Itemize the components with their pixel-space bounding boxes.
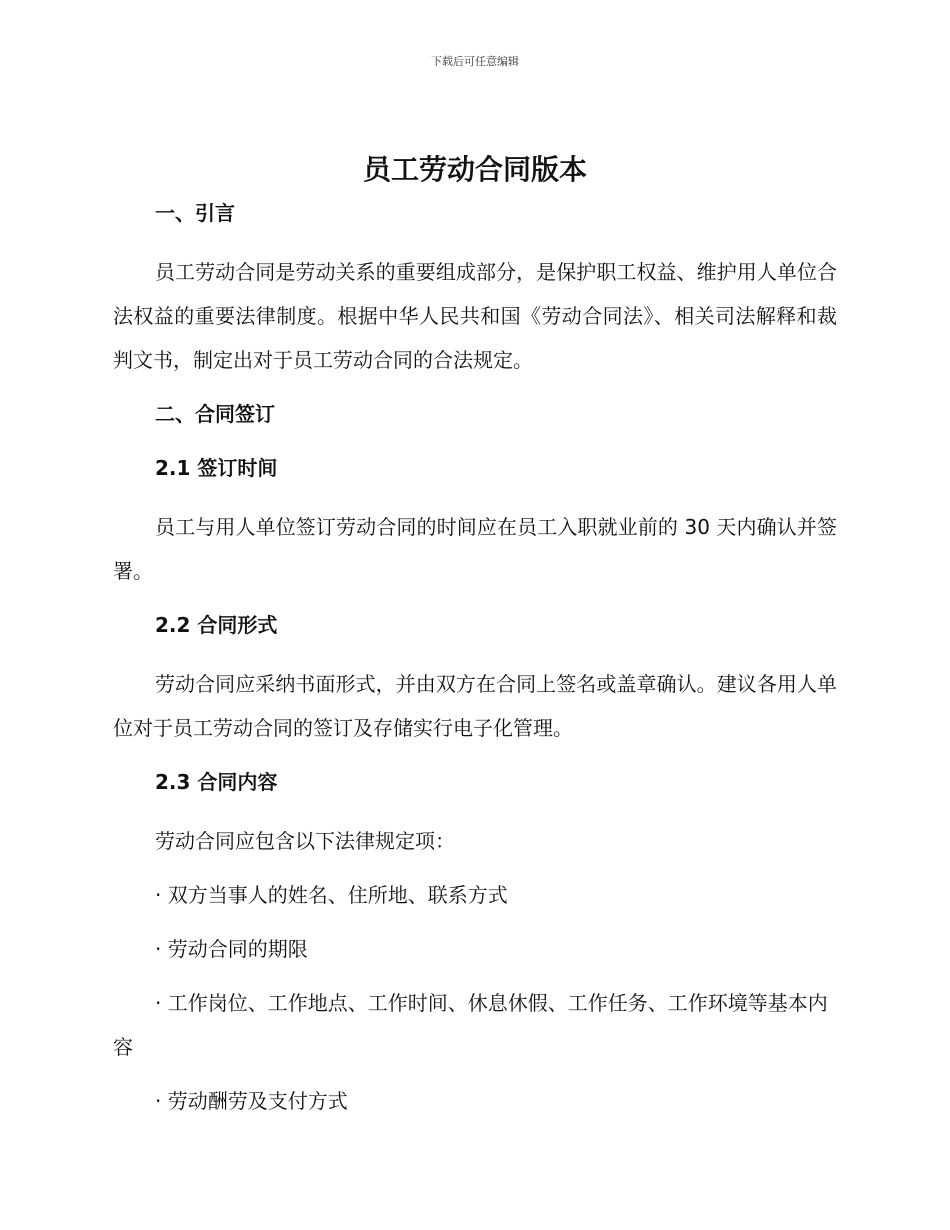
section-heading-signing: 二、合同签订 xyxy=(155,402,275,426)
list-item: · 劳动合同的期限 xyxy=(155,937,308,961)
document-body xyxy=(113,150,837,1123)
list-item: · 劳动酬劳及支付方式 xyxy=(155,1089,348,1113)
list-item: · 工作岗位、工作地点、工作时间、休息休假、工作任务、工作环境等基本内容 xyxy=(113,991,828,1059)
paragraph-time: 员工与用人单位签订劳动合同的时间应在员工入职就业前的 30 天内确认并签署。 xyxy=(113,515,837,583)
paragraph-form: 劳动合同应采纳书面形式，并由双方在合同上签名或盖章确认。建议各用人单位对于员工劳动合同的签订及存储实行电子化管理。 xyxy=(113,672,837,740)
paragraph-content-intro: 劳动合同应包含以下法律规定项： xyxy=(155,829,455,853)
subsection-heading-form: 2.2 合同形式 xyxy=(155,613,278,637)
list-item: · 双方当事人的姓名、住所地、联系方式 xyxy=(155,883,508,907)
document-title: 员工劳动合同版本 xyxy=(362,153,587,186)
subsection-heading-content: 2.3 合同内容 xyxy=(155,770,278,794)
page-header-note: 下载后可任意编辑 xyxy=(431,55,519,68)
subsection-heading-time: 2.1 签订时间 xyxy=(155,456,278,480)
paragraph-intro: 员工劳动合同是劳动关系的重要组成部分，是保护职工权益、维护用人单位合法权益的重要法律制度。根据中华人民共和国《劳动合同法》、相关司法解释和裁判文书，制定出对于员工劳动合同的合法规定。 xyxy=(113,260,837,372)
section-heading-intro: 一、引言 xyxy=(155,201,235,225)
